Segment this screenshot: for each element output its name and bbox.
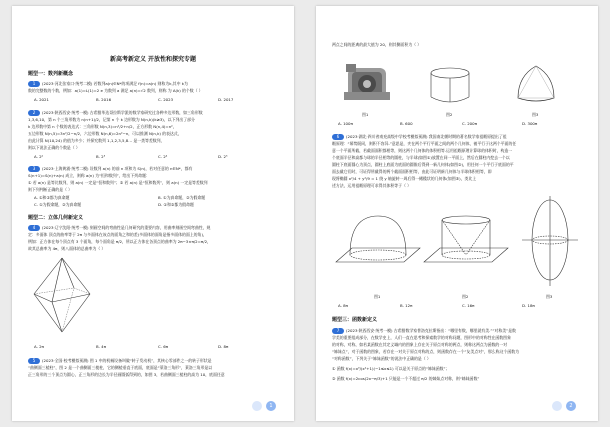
- page-title: 新高考新定义 开放性和探究专题: [109, 56, 197, 63]
- q5-continuation: 两点之间的距离的最大值为 20，则其侧面积为（ ）: [332, 42, 422, 47]
- q2-option-b: B. 2³: [96, 154, 106, 159]
- q6-option-a: A. 8π: [338, 303, 348, 308]
- q6-line-1: (2023·湖北·四川省南充高级中学校考模拟预测) 我国南北朝时期的著名数学家祖暅原提出了祖: [346, 134, 507, 139]
- q6-line-7: 现将椭圆 x²/4 + y²/9 = 1 绕 y 轴旋转一周后得一橄榄状的几何体(如图③)，类比上: [332, 176, 477, 181]
- q2-line-4: 五边形数 N(n,5)=3n²/2−n/2，六边形数 N(n,6)=2n²−n，可以推测 N(n,k) 的表达式，: [28, 131, 182, 136]
- q7-line-6: ① 函数 f(x)=x³/(x²+1)(−1≤x≤1) 可以是关于原点的“姊妹函数”；: [332, 366, 450, 371]
- page-number-2: 2: [566, 401, 576, 411]
- ellipsoid-figure: [512, 194, 588, 290]
- q1-option-d: D. 2017: [218, 97, 234, 102]
- q7-line-3: 的对称，对称，如若某函数在其定义域内的图象上存在关于原点对称的两点，则称这两点为函数的一对: [332, 342, 508, 347]
- reuleaux-triangle-figure: [514, 64, 558, 104]
- q5-line-3: 正三角形的三个顶点为圆心，正三角形的边长为半径画圆弧得到的，如图 3，若曲侧面三棱柱的高为 10，底面任意: [28, 372, 225, 377]
- q4-option-c: C. 6π: [158, 344, 169, 349]
- q7-line-5: “对称函数”，下列关于“姊妹函数”的说法中正确的是（ ）: [332, 356, 431, 361]
- q6-line-3: 意一个平面所截，若截面面积都相等，则这两个几何体的体积相等.运用祖暅原理计算球的体积时，构造一: [332, 148, 513, 153]
- q4-option-b: B. 4π: [96, 344, 106, 349]
- q4-line-3: 例如：正方体在每个顶点有 3 个面角，每个面角是 π/2，所以正方体在各顶点的曲率为 2π−3×π/2=π/2，: [28, 239, 211, 244]
- q3-option-a: A. ①和②都为真命题: [34, 195, 70, 200]
- question-badge-2: 2: [28, 110, 40, 116]
- q2-line-3: k 边形数中第 n 个数的表达式：三角形数 N(n,3)=n²/2+n/2，正方形数 N(n,4)=n²，: [28, 124, 177, 129]
- q4-line-4: 故其总曲率为 4π，则八面体的总曲率为（ ）: [28, 246, 106, 251]
- q4-option-a: A. 2π: [34, 344, 44, 349]
- q5-option-b: B. 600: [400, 121, 413, 126]
- q7-line-1: (2023·陕西西安·统考一模) 古希腊数学家普洛克拉斯指出：“哪里有数，哪里就有美.”“对称美”是数: [346, 328, 516, 333]
- page-1[interactable]: [12, 6, 294, 421]
- q1-option-b: B. 2016: [96, 97, 112, 102]
- q2-line-6: 则以下说法正确的个数是（ ）: [28, 145, 80, 150]
- section-heading-2: 题型二：立体几何新定义: [28, 215, 84, 221]
- q5-figure-label-2: 图2: [446, 112, 453, 117]
- question-badge-1: 1: [28, 81, 40, 87]
- q6-line-2: 暅原理：“幂势既同，则积不容异.”意思是，夹在两个平行平面之间的两个几何体，被平行于这两个平面的任: [332, 141, 517, 146]
- question-badge-7: 7: [332, 328, 344, 334]
- question-badge-3: 3: [28, 166, 40, 172]
- q3-line-3: ① 若 a(n) 是等比数列，则 a(n) 一定是“恒和数列”；② 若 a(n) 是“恒和数列”，则 a(n) 一定是等差数列: [28, 180, 208, 185]
- q5-line-2: “曲侧面三棱柱”，图 2 是一个曲侧面三棱柱，它的侧棱垂直于底面，底面是“莱洛三角形”，莱洛三角形是以: [28, 365, 213, 370]
- q3-option-c: C. ①为假命题，②为真命题: [34, 202, 82, 207]
- q2-line-1: (2023·陕西西安·统考一模) 古希腊毕达哥拉斯学派的数学家研究过各种多边形数，如三角形数: [42, 110, 203, 115]
- q6-line-5: 圆柱下底面圆心为顶点，圆柱上底面为底面的圆锥后得到一新几何体(如图②)，用任何一个平行于底面的平: [332, 162, 514, 167]
- q6-option-c: C. 16π: [462, 303, 475, 308]
- q2-line-5: 由此计算 N(10,24) 的值为多少；并探究数列 1,1,2,3,5,8… 是一类等差数列，: [28, 138, 165, 143]
- q2-line-2: 1,3,6,10，第 n 个三角形数为 n(n+1)/2，记第 n 个 k 边形数为 N(n,k)(k≥3)，以下列出了部分: [28, 117, 195, 122]
- q2-option-a: A. 2²: [34, 154, 44, 159]
- q6-line-8: 述方法，运用祖暅原理可求得其体积等于（ ）: [332, 183, 412, 188]
- page-2[interactable]: [316, 6, 598, 421]
- q7-line-2: 学美的重要组成部分，在数学史上，人们一直在思考和探索数学的对称问题，图形中的对称性在函数图象: [332, 335, 511, 340]
- q4-option-d: D. 8π: [218, 344, 229, 349]
- q7-line-4: “姊妹点”，对于函数的图象，若存在一对关于原点对称的点，则函数存在一个“友美点对”，那么称这个函数为: [332, 349, 520, 354]
- q1-option-c: C. 2023: [158, 97, 174, 102]
- q1-option-a: A. 2021: [34, 97, 49, 102]
- cylinder-cone-figure: [424, 198, 508, 290]
- q5-option-c: C. 200π: [462, 121, 477, 126]
- q7-line-7: ② 函数 f(x)=2cos(2x−π/3)+1 只能是一个不超过 π/2 的姊妹点对称，则“姊妹函数”: [332, 376, 480, 381]
- q6-figure-label-3: 图3: [546, 294, 553, 299]
- q5-option-d: D. 300π: [522, 121, 538, 126]
- question-badge-6: 6: [332, 134, 344, 140]
- q2-option-d: D. 2⁵: [218, 154, 228, 159]
- q1-line-2: 数的完整数的个数，例如：a(1)=L(1)=2 e 为数列 a 满足 a(n)=√2 数列，则称 为 A(k) 的个数（ ）: [28, 88, 203, 93]
- section-heading-3: 题型三：函数新定义: [332, 317, 378, 323]
- q1-line-1: (2023·河北张家口·统考二模) 若数列a(n)∈N*的项满足 f(n)=a(n) 则称为k,其中 k为: [42, 81, 188, 86]
- q4-line-2: 定：多面体 顶点的曲率等于 2π 与多面体在该点的面角之和的差(多面体的面角是指多面体的面上的角)，: [28, 232, 207, 237]
- curved-prism-figure: [428, 64, 472, 108]
- q6-option-b: B. 12π: [400, 303, 413, 308]
- q6-line-6: 面去截它们时，可证得所截得的两个截面面积相等，由此可证明新几何体与半球体积相等，即: [332, 169, 492, 174]
- page-number-1: 1: [266, 401, 276, 411]
- hemisphere-figure: [336, 198, 420, 290]
- q6-option-d: D. 18π: [522, 303, 535, 308]
- q3-line-4: 则下列判断正确的是（ ）: [28, 187, 73, 192]
- engine-image: [342, 62, 392, 108]
- q5-figure-label-3: 图3: [532, 112, 539, 117]
- q5-figure-label-1: 图1: [362, 112, 369, 117]
- q5-line-1: (2023·全国·校考模拟预测) 图 1 中的机械设备叫做“转子发动机”，其核心零部件之一的转子形状是: [42, 358, 212, 363]
- question-badge-4: 4: [28, 225, 40, 231]
- q6-line-4: 个底面半径和高都与球的半径相等的圆柱，与半球(如图①)放置在同一平面上，然后在圆柱内挖去一个以: [332, 155, 510, 160]
- page-dot: [252, 401, 262, 411]
- q5-option-a: A. 100π: [338, 121, 353, 126]
- section-heading-1: 题型一：数列新概念: [28, 71, 74, 77]
- question-badge-5: 5: [28, 358, 40, 364]
- q4-line-1: (2023·辽宁沈阳·统考一模) 刻画空间的弯曲性是几何研究的重要内容，用曲率刻画空间弯曲性，规: [42, 225, 211, 230]
- q6-figure-label-1: 图1: [374, 294, 381, 299]
- q3-line-1: (2023·上海黄浦·统考二模) 设数列 a(n) 的前 n 项和为 S(n)，若对任意的 n∈N*，都有: [42, 166, 193, 171]
- octahedron-figure: [30, 256, 94, 334]
- q6-figure-label-2: 图2: [462, 294, 469, 299]
- q3-option-d: D. ①和②都为假命题: [158, 202, 194, 207]
- q3-option-b: B. ①为真命题，②为假命题: [158, 195, 206, 200]
- q2-option-c: C. 2⁴: [158, 154, 168, 159]
- q3-line-2: S(n+1)=S(n)+a(n) 成立，则称 a(n) 为“恒和数列”，给出下列命题：: [28, 173, 150, 178]
- page-dot: [552, 401, 562, 411]
